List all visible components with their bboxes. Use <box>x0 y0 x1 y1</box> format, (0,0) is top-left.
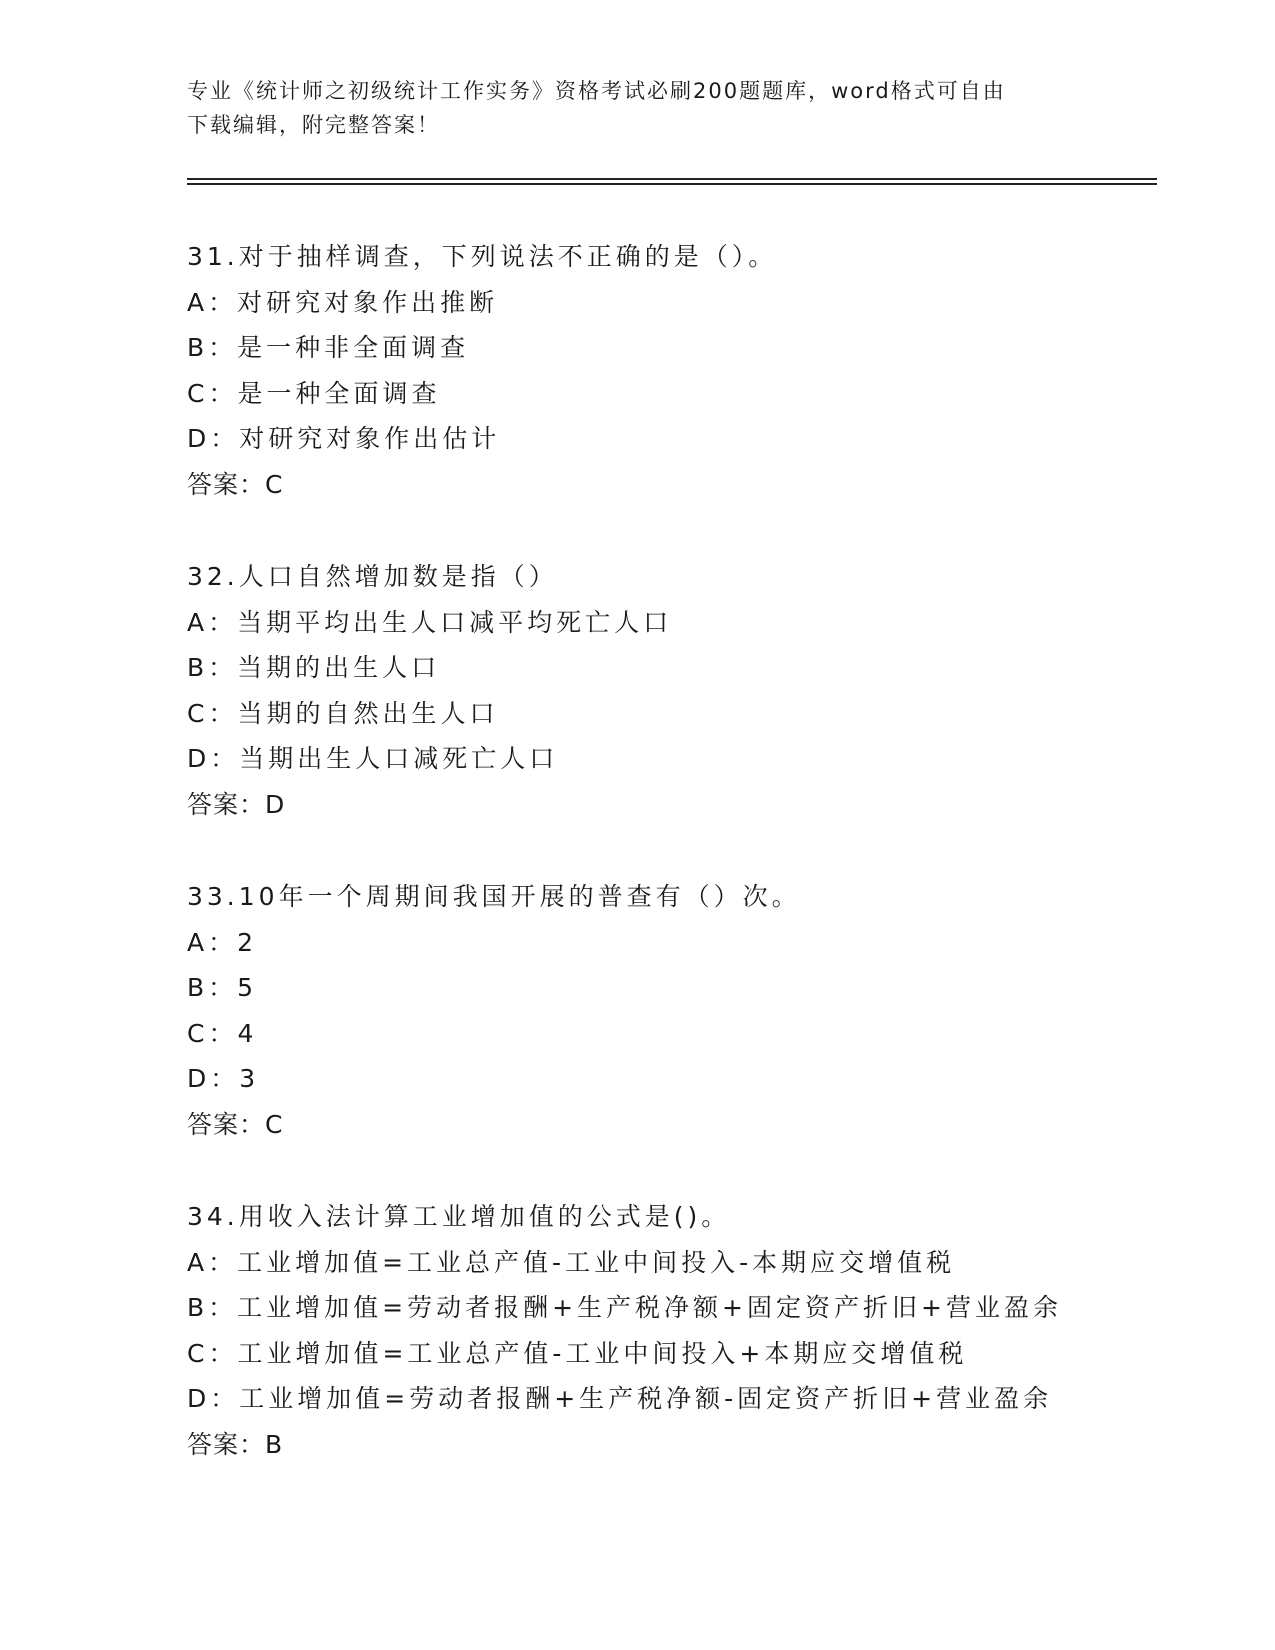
question-stem: 31.对于抽样调查，下列说法不正确的是（）。 <box>187 242 778 271</box>
answer-line: 答案：C <box>187 1109 284 1139</box>
answer-line: 答案：C <box>187 469 284 499</box>
option-d: D：对研究对象作出估计 <box>187 424 501 454</box>
question-item <box>187 554 1117 874</box>
option-a: A：当期平均出生人口减平均死亡人口 <box>187 607 673 637</box>
question-stem: 34.用收入法计算工业增加值的公式是()。 <box>187 1202 731 1231</box>
option-d: D：当期出生人口减死亡人口 <box>187 744 559 774</box>
answer-line: 答案：B <box>187 1429 284 1459</box>
question-list <box>187 234 1117 1514</box>
question-item <box>187 234 1117 554</box>
header-divider-top <box>187 178 1157 180</box>
answer-line: 答案：D <box>187 789 286 819</box>
question-item <box>187 1194 1117 1514</box>
document-header <box>187 74 1067 142</box>
option-b: B：是一种非全面调查 <box>187 333 470 363</box>
option-a: A：工业增加值=工业总产值-工业中间投入-本期应交增值税 <box>187 1247 956 1277</box>
question-item <box>187 874 1117 1194</box>
option-b: B：5 <box>187 973 258 1003</box>
question-stem: 33.10年一个周期间我国开展的普查有（）次。 <box>187 882 801 911</box>
option-c: C：4 <box>187 1018 258 1048</box>
option-d: D：3 <box>187 1064 260 1094</box>
option-c: C：当期的自然出生人口 <box>187 698 499 728</box>
option-b: B：当期的出生人口 <box>187 653 441 683</box>
option-a: A：2 <box>187 927 258 957</box>
option-b: B：工业增加值=劳动者报酬+生产税净额+固定资产折旧+营业盈余 <box>187 1293 1062 1323</box>
option-d: D：工业增加值=劳动者报酬+生产税净额-固定资产折旧+营业盈余 <box>187 1384 1053 1414</box>
header-line-1: 专业《统计师之初级统计工作实务》资格考试必刷200题题库，word格式可自由 <box>187 79 1006 103</box>
option-c: C：是一种全面调查 <box>187 378 441 408</box>
header-divider-bottom <box>187 183 1157 185</box>
question-stem: 32.人口自然增加数是指（） <box>187 562 558 591</box>
header-line-2: 下载编辑，附完整答案！ <box>187 113 440 137</box>
option-c: C：工业增加值=工业总产值-工业中间投入+本期应交增值税 <box>187 1338 968 1368</box>
option-a: A：对研究对象作出推断 <box>187 287 499 317</box>
